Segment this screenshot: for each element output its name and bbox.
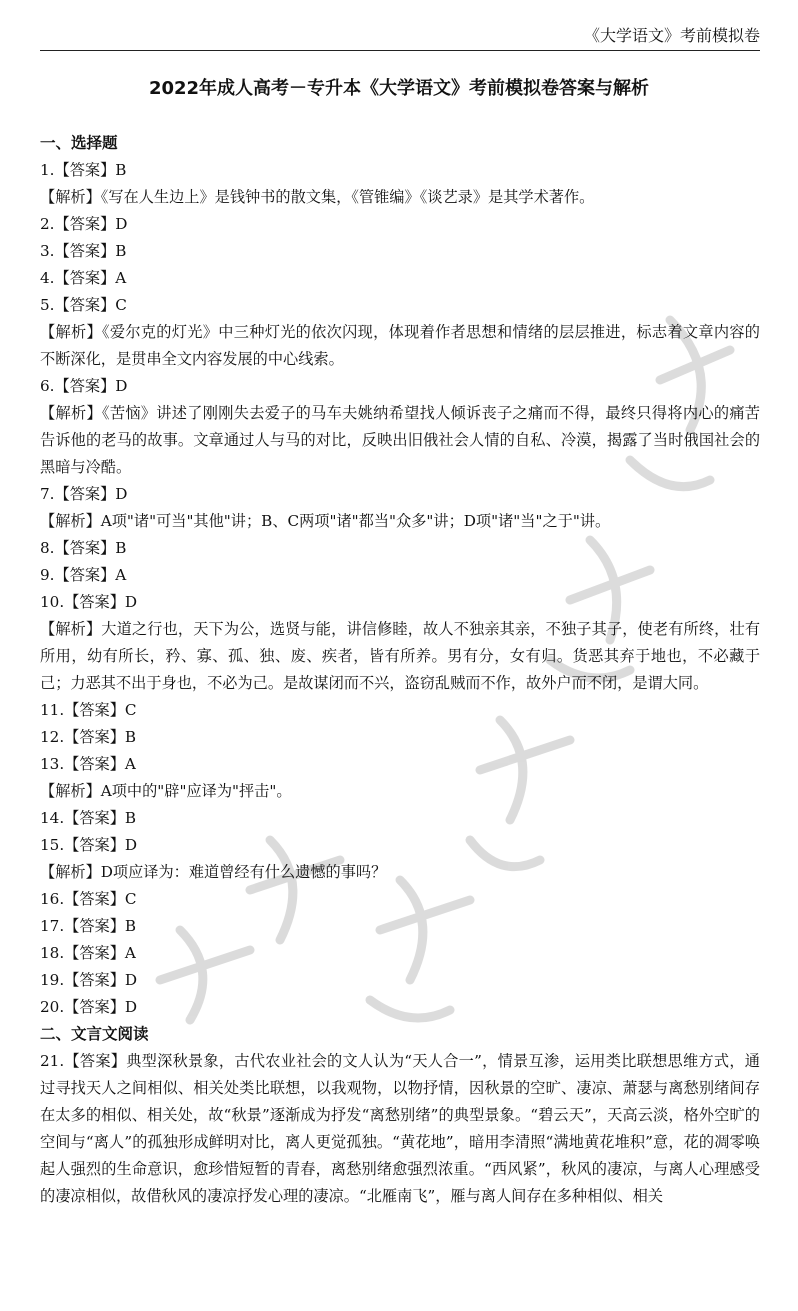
section-heading-choice: 一、选择题 <box>40 134 118 152</box>
page-title: 2022年成人高考－专升本《大学语文》考前模拟卷答案与解析 <box>148 78 650 99</box>
answer-line: 18.【答案】A <box>40 944 136 962</box>
answer-line: 12.【答案】B <box>40 728 137 746</box>
explanation-text: 【解析】《写在人生边上》是钱钟书的散文集，《管锥编》《谈艺录》是其学术著作。 <box>40 188 595 206</box>
answer-line: 5.【答案】C <box>40 296 127 314</box>
document-body <box>40 130 760 1210</box>
explanation-text: 【解析】A项中的"辟"应译为"抨击"。 <box>40 782 292 800</box>
answer-line: 20.【答案】D <box>40 998 138 1016</box>
answer-line: 6.【答案】D <box>40 377 128 395</box>
answer-line: 13.【答案】A <box>40 755 136 773</box>
answer-line: 14.【答案】B <box>40 809 137 827</box>
answer-line: 1.【答案】B <box>40 161 127 179</box>
explanation-text: 【解析】大道之行也，天下为公，选贤与能，讲信修睦，故人不独亲其亲，不独子其子，使老有所终，壮有所用，幼有所长，矜、寡、孤、独、废、疾者，皆有所养。男有分，女有归。货恶其弃于地也，不必藏于己；力恶其不出于身也，不必为己。是故谋闭而不兴，盗窃乱贼而不作，故外户而不闭，是谓大同。 <box>40 620 760 692</box>
explanation-text: 【解析】《苦恼》讲述了刚刚失去爱子的马车夫姚纳希望找人倾诉丧子之痛而不得，最终只得将内心的痛苦告诉他的老马的故事。文章通过人与马的对比，反映出旧俄社会人情的自私、冷漠，揭露了当时俄国社会的黑暗与冷酷。 <box>40 404 760 476</box>
answer-line: 3.【答案】B <box>40 242 127 260</box>
header-text: 《大学语文》考前模拟卷 <box>583 26 760 45</box>
answer-line: 15.【答案】D <box>40 836 138 854</box>
answer-line: 7.【答案】D <box>40 485 128 503</box>
section-heading-classical: 二、文言文阅读 <box>40 1025 149 1043</box>
answer-paragraph-21: 21.【答案】典型深秋景象，古代农业社会的文人认为“天人合一”，情景互渗，运用类比联想思维方式，通过寻找天人之间相似、相关处类比联想，以我观物，以物抒情，因秋景的空旷、凄凉、萧瑟与离愁别绪间存在太多的相似、相关处，故“秋景”逐渐成为抒发“离愁别绪”的典型景象。“碧云天”，天高云淡，格外空旷的空间与“离人”的孤独形成鲜明对比，离人更觉孤独。“黄花地”，暗用李清照“满地黄花堆积”意，花的凋零唤起人强烈的生命意识，愈珍惜短暂的青春，离愁别绪愈强烈浓重。“西风紧”，秋风的凄凉，与离人心理感受的凄凉相似，故借秋风的凄凉抒发心理的凄凉。“北雁南飞”，雁与离人间存在多种相似、相关 <box>40 1052 760 1205</box>
answer-line: 4.【答案】A <box>40 269 127 287</box>
explanation-text: 【解析】D项应译为：难道曾经有什么遗憾的事吗？ <box>40 863 387 881</box>
answer-line: 16.【答案】C <box>40 890 137 908</box>
page-header <box>40 22 760 51</box>
explanation-text: 【解析】《爱尔克的灯光》中三种灯光的依次闪现，体现着作者思想和情绪的层层推进，标志着文章内容的不断深化，是贯串全文内容发展的中心线索。 <box>40 323 760 368</box>
answer-line: 10.【答案】D <box>40 593 138 611</box>
answer-line: 2.【答案】D <box>40 215 128 233</box>
explanation-text: 【解析】A项"诸"可当"其他"讲；B、C两项"诸"都当"众多"讲；D项"诸"当"之于"讲。 <box>40 512 611 530</box>
answer-line: 9.【答案】A <box>40 566 127 584</box>
answer-line: 19.【答案】D <box>40 971 138 989</box>
answer-line: 8.【答案】B <box>40 539 127 557</box>
answer-line: 17.【答案】B <box>40 917 137 935</box>
answer-line: 11.【答案】C <box>40 701 137 719</box>
